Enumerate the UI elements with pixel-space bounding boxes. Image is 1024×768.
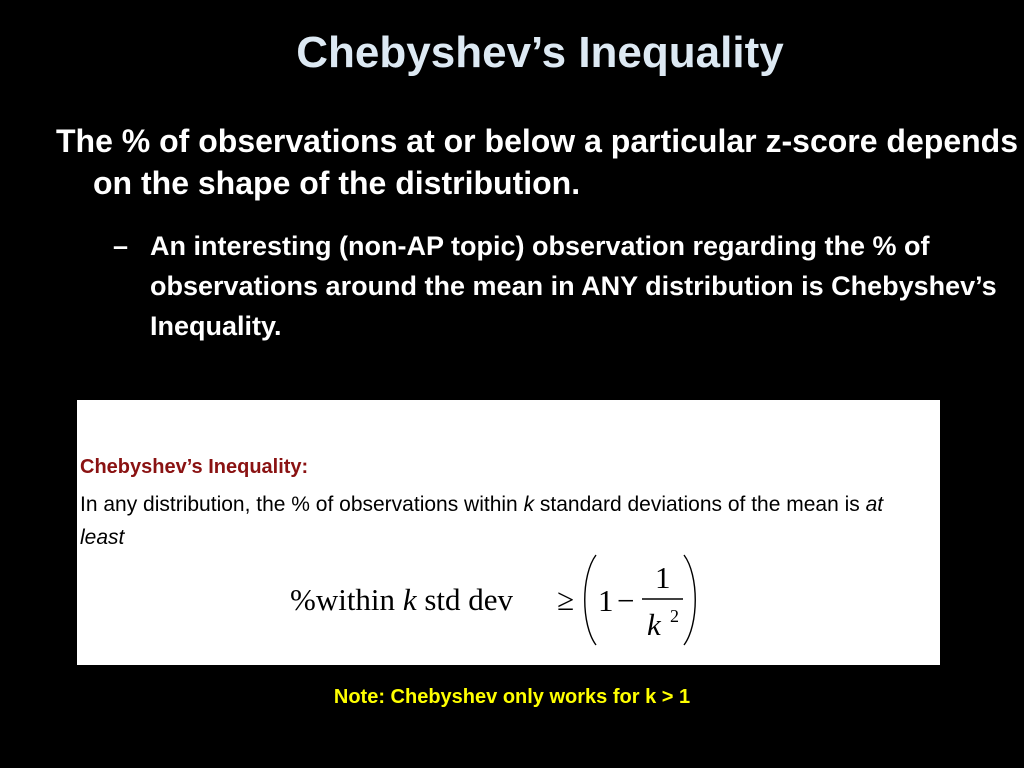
- chebyshev-formula: [77, 550, 940, 650]
- formula-right-paren: [684, 555, 695, 645]
- main-bullet: The % of observations at or below a particular z-score depends on the shape of the distribution.: [56, 123, 1018, 201]
- slide-title: Chebyshev’s Inequality: [296, 28, 784, 77]
- definition-at-least: at least: [80, 493, 884, 549]
- definition-text-part2: standard deviations of the mean is: [534, 493, 866, 516]
- definition-box: [77, 400, 940, 665]
- formula-denominator-k: k: [647, 607, 661, 642]
- definition-text-part1: In any distribution, the % of observations within: [80, 493, 524, 516]
- sub-bullet-text: An interesting (non-AP topic) observation regarding the % of observations around the mean in ANY distribution is Chebyshev’s Inequality.: [150, 231, 997, 341]
- formula-lhs: %within k std dev: [290, 582, 514, 617]
- formula-one: 1: [598, 583, 614, 618]
- definition-heading: Chebyshev’s Inequality:: [80, 456, 309, 478]
- definition-k: k: [523, 493, 535, 516]
- sub-bullet-dash: –: [113, 231, 129, 261]
- formula-numerator: 1: [655, 560, 671, 595]
- note-text: Note: Chebyshev only works for k > 1: [333, 686, 691, 708]
- formula-left-paren: [585, 555, 596, 645]
- formula-minus: −: [617, 583, 635, 618]
- formula-denominator-exp: 2: [670, 606, 679, 626]
- formula-geq: ≥: [557, 582, 575, 617]
- definition-text: [80, 488, 900, 554]
